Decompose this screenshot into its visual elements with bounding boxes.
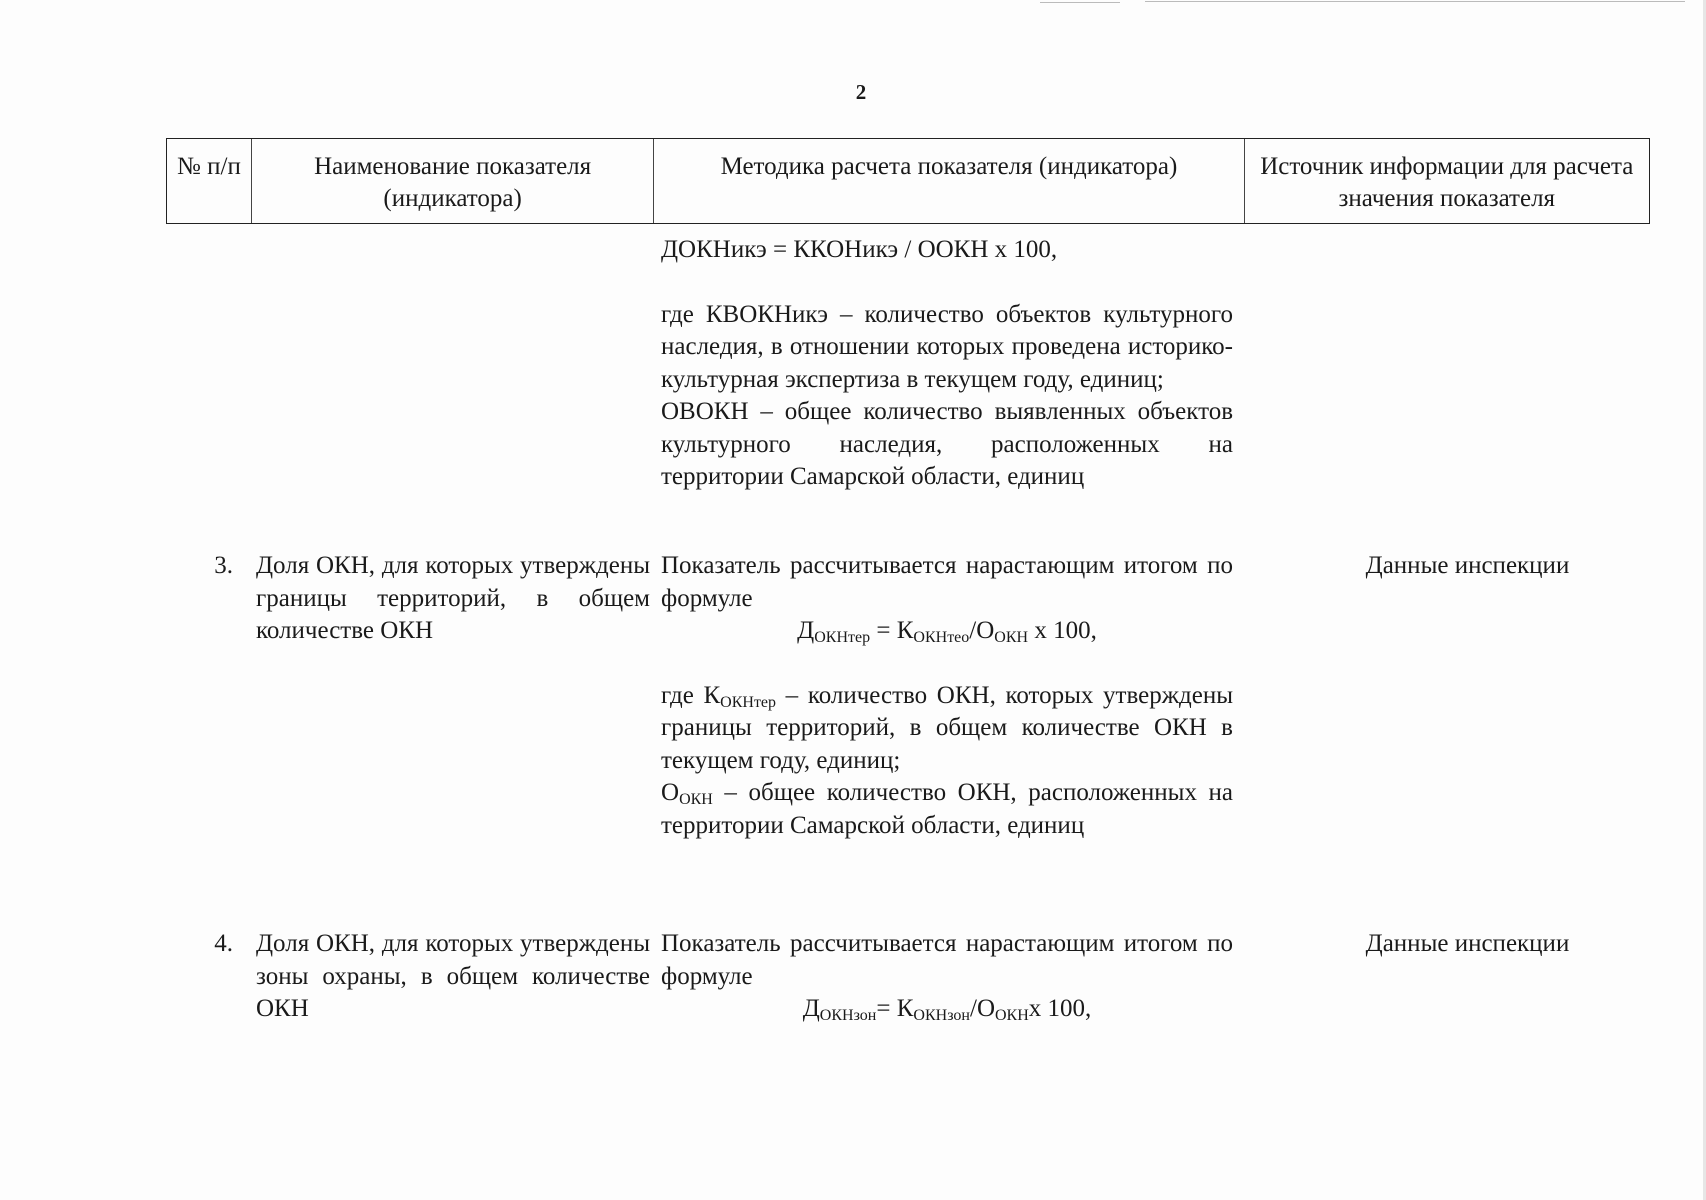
source-cell-empty	[1245, 234, 1650, 494]
formula-description: ОВОКН – общее количество выявленных объектов культурного наследия, расположенных на территории Самарской области, единиц	[661, 398, 1233, 490]
row-number-empty	[166, 234, 251, 494]
formula: $Д_{ОКНзон}= К_{ОКНзон}/О_{ОКН}х$ 100,	[802, 995, 1092, 1024]
scan-artifact	[1040, 2, 1120, 3]
header-number: № п/п	[167, 139, 252, 223]
formula-description: где КВОКНикэ – количество объектов культурного наследия, в отношении которых проведена историко-культурная экспертиза в текущем году, единиц;	[661, 300, 1233, 393]
method-cell	[654, 550, 1245, 842]
table-row	[166, 550, 1650, 842]
page-number: 2	[855, 80, 867, 104]
header-indicator-name: Наименование показателя (индикатора)	[252, 139, 654, 223]
row-name-empty	[251, 234, 654, 494]
indicator-name: Доля ОКН, для которых утверждены зоны охраны, в общем количестве ОКН	[256, 930, 650, 1022]
header-method: Методика расчета показателя (индикатора)	[654, 139, 1244, 223]
source-cell: Данные инспекции	[1365, 930, 1570, 957]
indicator-table	[166, 138, 1650, 1024]
header-source: Источник информации для расчета значения показателя	[1260, 153, 1634, 212]
formula: $Д_{ОКНтер} = К_{ОКНтео}/О_{ОКН}$ х 100,	[797, 617, 1097, 646]
row-number: 4.	[214, 930, 233, 957]
method-intro: Показатель рассчитывается нарастающим итогом по формуле	[661, 930, 1233, 990]
source-cell: Данные инспекции	[1365, 552, 1570, 579]
indicator-name: Доля ОКН, для которых утверждены границы территорий, в общем количестве ОКН	[256, 552, 650, 644]
scan-artifact	[1145, 1, 1685, 2]
table-row	[166, 234, 1650, 494]
table-header	[166, 138, 1650, 224]
method-cell	[654, 234, 1245, 494]
method-intro: Показатель рассчитывается нарастающим итогом по формуле	[661, 552, 1233, 612]
formula-description: где $К_{ОКНтер}$ – количество ОКН, которых утверждены границы территорий, в общем количестве ОКН в текущем году, единиц;	[661, 681, 1233, 774]
formula: ДОКНикэ = ККОНикэ / ООКН х 100,	[661, 236, 1058, 263]
row-number: 3.	[214, 552, 233, 579]
table-row	[166, 928, 1650, 1026]
formula-description: $О_{ОКН}$ – общее количество ОКН, расположенных на территории Самарской области, единиц	[661, 779, 1233, 839]
method-cell	[654, 928, 1245, 1026]
